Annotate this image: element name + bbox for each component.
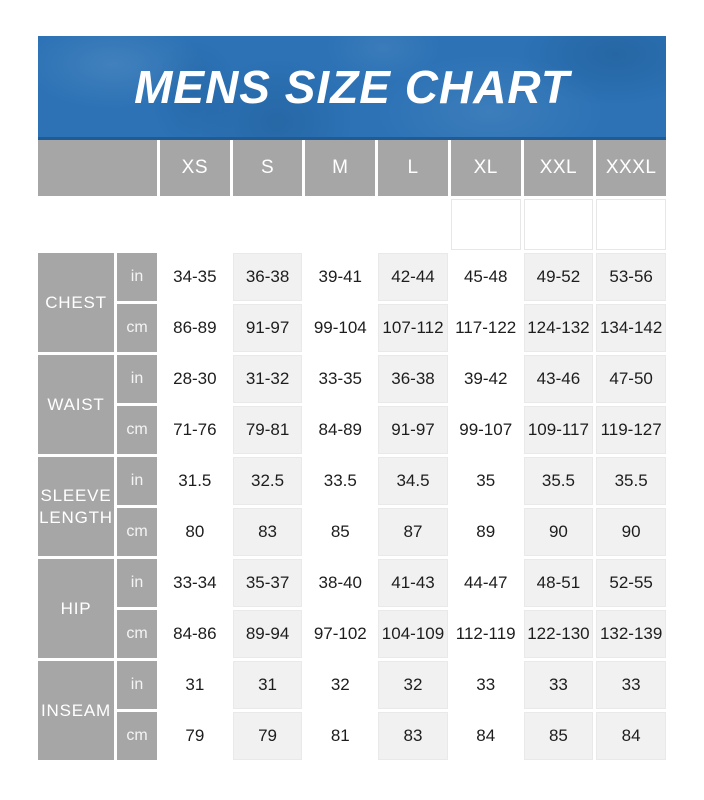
value-cell: 39-42 (451, 355, 521, 403)
size-header-m: M (305, 140, 375, 196)
value-cell: 42-44 (378, 253, 448, 301)
size-header-l: L (378, 140, 448, 196)
value-cell: 99-104 (305, 304, 375, 352)
empty-cell-xl (451, 199, 521, 250)
value-cell: 90 (524, 508, 594, 556)
value-cell: 41-43 (378, 559, 448, 607)
value-cell: 32 (305, 661, 375, 709)
value-cell: 134-142 (596, 304, 666, 352)
value-cell: 89 (451, 508, 521, 556)
value-cell: 79 (233, 712, 303, 760)
empty-cell-xxl (524, 199, 594, 250)
value-cell: 34.5 (378, 457, 448, 505)
value-cell: 84-86 (160, 610, 230, 658)
value-cell: 119-127 (596, 406, 666, 454)
measurement-label-chest: CHEST (38, 253, 114, 352)
value-cell: 91-97 (233, 304, 303, 352)
unit-label-cm: cm (117, 406, 157, 454)
value-cell: 33 (451, 661, 521, 709)
size-header-s: S (233, 140, 303, 196)
unit-label-in: in (117, 253, 157, 301)
banner (38, 36, 666, 140)
value-cell: 79-81 (233, 406, 303, 454)
value-cell: 31 (233, 661, 303, 709)
value-cell: 35.5 (524, 457, 594, 505)
value-cell: 85 (305, 508, 375, 556)
unit-label-in: in (117, 457, 157, 505)
value-cell: 107-112 (378, 304, 448, 352)
value-cell: 84-89 (305, 406, 375, 454)
value-cell: 33.5 (305, 457, 375, 505)
value-cell: 90 (596, 508, 666, 556)
empty-cell-xxxl (596, 199, 666, 250)
value-cell: 31.5 (160, 457, 230, 505)
size-chart (38, 36, 666, 760)
value-cell: 35.5 (596, 457, 666, 505)
value-cell: 36-38 (378, 355, 448, 403)
value-cell: 112-119 (451, 610, 521, 658)
value-cell: 53-56 (596, 253, 666, 301)
unit-label-cm: cm (117, 712, 157, 760)
value-cell: 87 (378, 508, 448, 556)
value-cell: 33-35 (305, 355, 375, 403)
value-cell: 109-117 (524, 406, 594, 454)
measurement-label-waist: WAIST (38, 355, 114, 454)
value-cell: 33-34 (160, 559, 230, 607)
empty-cell-s (233, 199, 303, 250)
value-cell: 124-132 (524, 304, 594, 352)
unit-label-cm: cm (117, 610, 157, 658)
value-cell: 84 (451, 712, 521, 760)
measurement-label-inseam: INSEAM (38, 661, 114, 760)
value-cell: 71-76 (160, 406, 230, 454)
value-cell: 33 (524, 661, 594, 709)
value-cell: 32 (378, 661, 448, 709)
unit-label-cm: cm (117, 304, 157, 352)
value-cell: 34-35 (160, 253, 230, 301)
empty-cell-l (378, 199, 448, 250)
value-cell: 31-32 (233, 355, 303, 403)
value-cell: 80 (160, 508, 230, 556)
measurement-label-sleeve-length: SLEEVE LENGTH (38, 457, 114, 556)
value-cell: 86-89 (160, 304, 230, 352)
value-cell: 91-97 (378, 406, 448, 454)
size-header-xs: XS (160, 140, 230, 196)
value-cell: 35 (451, 457, 521, 505)
value-cell: 32.5 (233, 457, 303, 505)
value-cell: 49-52 (524, 253, 594, 301)
value-cell: 45-48 (451, 253, 521, 301)
unit-label-cm: cm (117, 508, 157, 556)
value-cell: 84 (596, 712, 666, 760)
value-cell: 122-130 (524, 610, 594, 658)
value-cell: 31 (160, 661, 230, 709)
empty-row-spacer (38, 199, 157, 250)
empty-cell-m (305, 199, 375, 250)
value-cell: 83 (378, 712, 448, 760)
unit-label-in: in (117, 355, 157, 403)
value-cell: 132-139 (596, 610, 666, 658)
value-cell: 83 (233, 508, 303, 556)
value-cell: 104-109 (378, 610, 448, 658)
value-cell: 33 (596, 661, 666, 709)
value-cell: 38-40 (305, 559, 375, 607)
value-cell: 28-30 (160, 355, 230, 403)
value-cell: 97-102 (305, 610, 375, 658)
value-cell: 47-50 (596, 355, 666, 403)
value-cell: 35-37 (233, 559, 303, 607)
value-cell: 89-94 (233, 610, 303, 658)
measurement-label-hip: HIP (38, 559, 114, 658)
size-table (38, 140, 666, 760)
size-header-xl: XL (451, 140, 521, 196)
value-cell: 99-107 (451, 406, 521, 454)
value-cell: 85 (524, 712, 594, 760)
value-cell: 117-122 (451, 304, 521, 352)
value-cell: 44-47 (451, 559, 521, 607)
chart-title: MENS SIZE CHART (134, 60, 570, 113)
table-corner-spacer (38, 140, 157, 196)
size-header-xxl: XXL (524, 140, 594, 196)
value-cell: 39-41 (305, 253, 375, 301)
unit-label-in: in (117, 661, 157, 709)
value-cell: 48-51 (524, 559, 594, 607)
empty-cell-xs (160, 199, 230, 250)
unit-label-in: in (117, 559, 157, 607)
size-header-xxxl: XXXL (596, 140, 666, 196)
value-cell: 36-38 (233, 253, 303, 301)
value-cell: 52-55 (596, 559, 666, 607)
value-cell: 79 (160, 712, 230, 760)
value-cell: 43-46 (524, 355, 594, 403)
value-cell: 81 (305, 712, 375, 760)
